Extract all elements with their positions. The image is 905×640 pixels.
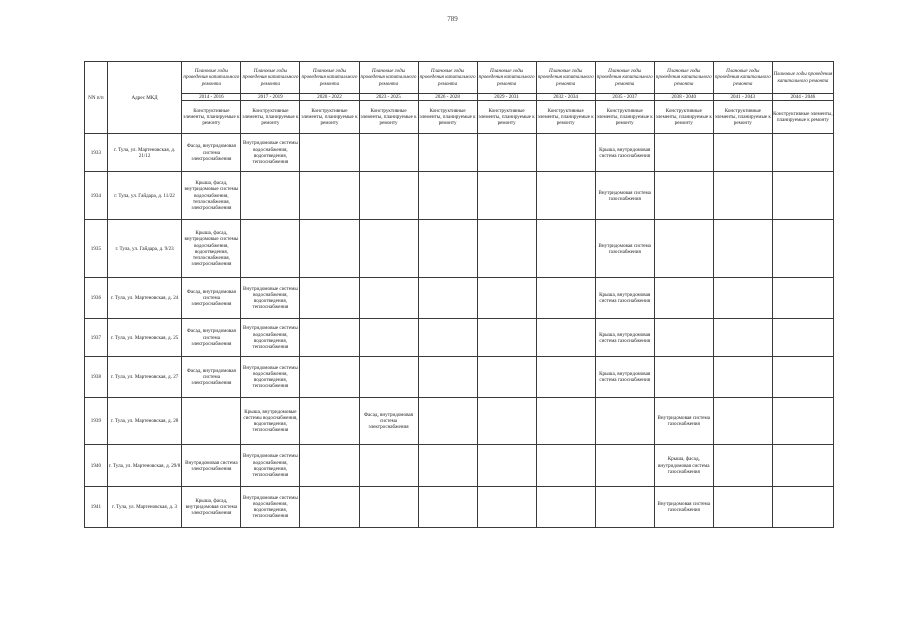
- header-address: Адрес МКД: [107, 62, 182, 134]
- header-period: Плановые годы проведения капитального ремонта: [654, 62, 713, 94]
- repair-elements-cell: Фасад, внутридомовая система электроснабжения: [182, 278, 241, 319]
- repair-elements-cell: [772, 357, 833, 398]
- repair-elements-cell: Внутридомовые системы водоснабжения, водоотведения, теплоснабжения: [241, 357, 300, 398]
- repair-elements-cell: [359, 172, 418, 220]
- table-row: [85, 487, 834, 528]
- repair-elements-cell: [300, 319, 359, 357]
- repair-elements-cell: Внутридомовые системы водоснабжения, водоотведения, теплоснабжения: [241, 319, 300, 357]
- repair-elements-cell: [300, 398, 359, 445]
- row-number: 1934: [85, 172, 108, 220]
- repair-elements-cell: Крыша, фасад, внутридомовые системы водоснабжения, водоотведения, теплоснабжения, электроснабжения: [182, 220, 241, 278]
- row-address: г. Тула, ул. Мартеновская, д. 28: [107, 398, 182, 445]
- table-row: [85, 445, 834, 487]
- repair-elements-cell: [654, 357, 713, 398]
- repair-elements-cell: [536, 487, 595, 528]
- elements-header: Конструктивные элементы, планируемые к ремонту: [182, 101, 241, 134]
- header-number: NN п/п: [85, 62, 108, 134]
- repair-elements-cell: [418, 487, 477, 528]
- repair-elements-cell: [654, 172, 713, 220]
- repair-elements-cell: Внутридомовые системы водоснабжения, водоотведения, теплоснабжения: [241, 134, 300, 172]
- repair-elements-cell: [359, 357, 418, 398]
- row-number: 1939: [85, 398, 108, 445]
- repair-elements-cell: [477, 357, 536, 398]
- header-period: Плановые годы проведения капитального ремонта: [595, 62, 654, 94]
- row-address: г. Тула, ул. Мартеновская, д. 24: [107, 278, 182, 319]
- table-row: [85, 319, 834, 357]
- repair-elements-cell: [300, 278, 359, 319]
- repair-elements-cell: [300, 445, 359, 487]
- repair-elements-cell: [418, 445, 477, 487]
- row-address: г. Тула, ул. Гайдара, д. 11/22: [107, 172, 182, 220]
- repair-elements-cell: [477, 134, 536, 172]
- row-number: 1937: [85, 319, 108, 357]
- repair-elements-cell: [359, 319, 418, 357]
- header-period: Плановые годы проведения капитального ремонта: [418, 62, 477, 94]
- repair-elements-cell: [772, 220, 833, 278]
- repair-elements-cell: Внутридомовые системы водоснабжения, водоотведения, теплоснабжения: [241, 278, 300, 319]
- repair-elements-cell: [477, 172, 536, 220]
- repair-elements-cell: [536, 445, 595, 487]
- header-row-elements: [85, 101, 834, 134]
- repair-elements-cell: [359, 278, 418, 319]
- repair-elements-cell: [536, 220, 595, 278]
- row-address: г. Тула, ул. Мартеновская, д. 29/8: [107, 445, 182, 487]
- repair-elements-cell: [772, 134, 833, 172]
- repair-elements-cell: Крыша, внутридомовая система газоснабжения: [595, 319, 654, 357]
- elements-header: Конструктивные элементы, планируемые к ремонту: [595, 101, 654, 134]
- period-label: 2020 - 2022: [300, 94, 359, 101]
- repair-elements-cell: Фасад, внутридомовая система электроснабжения: [359, 398, 418, 445]
- repair-elements-cell: [300, 487, 359, 528]
- elements-header: Конструктивные элементы, планируемые к ремонту: [300, 101, 359, 134]
- repair-elements-cell: [418, 134, 477, 172]
- repair-elements-cell: [359, 220, 418, 278]
- row-address: г. Тула, ул. Мартеновская, д. 25: [107, 319, 182, 357]
- header-period: Плановые годы проведения капитального ремонта: [300, 62, 359, 94]
- repair-elements-cell: [713, 172, 772, 220]
- repair-elements-cell: [595, 487, 654, 528]
- elements-header: Конструктивные элементы, планируемые к ремонту: [477, 101, 536, 134]
- row-number: 1940: [85, 445, 108, 487]
- repair-elements-cell: [241, 172, 300, 220]
- capital-repair-table: [84, 61, 834, 528]
- period-label: 2014 - 2016: [182, 94, 241, 101]
- repair-elements-cell: [536, 357, 595, 398]
- table-row: [85, 398, 834, 445]
- table-row: [85, 357, 834, 398]
- elements-header: Конструктивные элементы, планируемые к ремонту: [418, 101, 477, 134]
- repair-elements-cell: [654, 134, 713, 172]
- repair-elements-cell: [477, 319, 536, 357]
- repair-elements-cell: [713, 445, 772, 487]
- repair-elements-cell: Крыша, внутридомовые системы водоснабжения, водоотведения, теплоснабжения: [241, 398, 300, 445]
- repair-elements-cell: [182, 398, 241, 445]
- repair-elements-cell: [536, 278, 595, 319]
- repair-elements-cell: [595, 445, 654, 487]
- repair-elements-cell: [595, 398, 654, 445]
- elements-header: Конструктивные элементы, планируемые к ремонту: [241, 101, 300, 134]
- repair-elements-cell: [477, 220, 536, 278]
- period-label: 2029 - 2031: [477, 94, 536, 101]
- repair-elements-cell: [654, 220, 713, 278]
- row-number: 1936: [85, 278, 108, 319]
- repair-elements-cell: [713, 220, 772, 278]
- repair-elements-cell: Внутридомовая система газоснабжения: [654, 398, 713, 445]
- header-period: Плановые годы проведения капитального ремонта: [536, 62, 595, 94]
- repair-elements-cell: Внутридомовая система электроснабжения: [182, 445, 241, 487]
- repair-elements-cell: Крыша, внутридомовая система газоснабжения: [595, 278, 654, 319]
- table-row: [85, 172, 834, 220]
- repair-elements-cell: [713, 134, 772, 172]
- repair-elements-cell: [300, 134, 359, 172]
- repair-elements-cell: [713, 398, 772, 445]
- row-address: г. Тула, ул. Мартеновская, д. 27: [107, 357, 182, 398]
- repair-elements-cell: [654, 319, 713, 357]
- repair-elements-cell: Фасад, внутридомовая система электроснабжения: [182, 134, 241, 172]
- repair-elements-cell: [418, 398, 477, 445]
- repair-elements-cell: [654, 278, 713, 319]
- period-label: 2038 - 2040: [654, 94, 713, 101]
- repair-elements-cell: [713, 487, 772, 528]
- repair-elements-cell: Фасад, внутридомовая система электроснабжения: [182, 319, 241, 357]
- header-row-years: [85, 62, 834, 94]
- repair-elements-cell: Крыша, фасад, внутридомовая система электроснабжения: [182, 487, 241, 528]
- repair-elements-cell: Внутридомовая система газоснабжения: [595, 220, 654, 278]
- repair-elements-cell: Крыша, внутридомовая система газоснабжения: [595, 134, 654, 172]
- repair-elements-cell: [772, 278, 833, 319]
- repair-elements-cell: Внутридомовые системы водоснабжения, водоотведения, теплоснабжения: [241, 487, 300, 528]
- elements-header: Конструктивные элементы, планируемые к ремонту: [772, 101, 833, 134]
- elements-header: Конструктивные элементы, планируемые к ремонту: [359, 101, 418, 134]
- row-number: 1933: [85, 134, 108, 172]
- repair-elements-cell: [359, 134, 418, 172]
- repair-elements-cell: [477, 278, 536, 319]
- period-label: 2044 - 2046: [772, 94, 833, 101]
- period-label: 2032 - 2034: [536, 94, 595, 101]
- repair-elements-cell: [300, 172, 359, 220]
- header-period: Плановые годы проведения капитального ремонта: [182, 62, 241, 94]
- repair-elements-cell: Внутридомовая система газоснабжения: [595, 172, 654, 220]
- repair-elements-cell: [300, 220, 359, 278]
- row-number: 1938: [85, 357, 108, 398]
- repair-elements-cell: [418, 319, 477, 357]
- period-label: 2041 - 2043: [713, 94, 772, 101]
- repair-elements-cell: [536, 319, 595, 357]
- elements-header: Конструктивные элементы, планируемые к ремонту: [536, 101, 595, 134]
- page-number: 789: [447, 15, 458, 23]
- period-label: 2026 - 2028: [418, 94, 477, 101]
- repair-elements-cell: [536, 398, 595, 445]
- repair-elements-cell: [477, 398, 536, 445]
- table-body: [85, 134, 834, 528]
- repair-elements-cell: [772, 172, 833, 220]
- repair-elements-cell: [477, 445, 536, 487]
- repair-elements-cell: [241, 220, 300, 278]
- period-label: 2023 - 2025: [359, 94, 418, 101]
- row-address: г. Тула, ул. Мартеновская, д. 21/12: [107, 134, 182, 172]
- repair-elements-cell: [418, 278, 477, 319]
- repair-elements-cell: [713, 278, 772, 319]
- header-period: Плановые годы проведения капитального ремонта: [477, 62, 536, 94]
- repair-elements-cell: [300, 357, 359, 398]
- repair-elements-cell: Крыша, фасад, внутридомовые системы водоснабжения, теплоснабжения, электроснабжения: [182, 172, 241, 220]
- repair-elements-cell: [772, 398, 833, 445]
- row-address: г. Тула, ул. Гайдара, д. 9/23: [107, 220, 182, 278]
- repair-elements-cell: [536, 172, 595, 220]
- elements-header: Конструктивные элементы, планируемые к ремонту: [713, 101, 772, 134]
- repair-elements-cell: [418, 172, 477, 220]
- header-period: Плановые годы проведения капитального ремонта: [359, 62, 418, 94]
- table-row: [85, 134, 834, 172]
- repair-elements-cell: Фасад, внутридомовая система электроснабжения: [182, 357, 241, 398]
- repair-elements-cell: [772, 487, 833, 528]
- repair-elements-cell: [477, 487, 536, 528]
- header-period: Плановые годы проведения капитального ремонта: [772, 62, 833, 94]
- repair-elements-cell: Крыша, фасад, внутридомовая система газоснабжения: [654, 445, 713, 487]
- repair-elements-cell: [359, 445, 418, 487]
- header-row-periods: [85, 94, 834, 101]
- header-period: Плановые годы проведения капитального ремонта: [713, 62, 772, 94]
- repair-elements-cell: [772, 319, 833, 357]
- repair-elements-cell: Крыша, внутридомовая система газоснабжения: [595, 357, 654, 398]
- repair-elements-cell: Внутридомовые системы водоснабжения, водоотведения, теплоснабжения: [241, 445, 300, 487]
- repair-elements-cell: [536, 134, 595, 172]
- repair-elements-cell: [713, 319, 772, 357]
- period-label: 2035 - 2037: [595, 94, 654, 101]
- row-number: 1941: [85, 487, 108, 528]
- row-number: 1935: [85, 220, 108, 278]
- row-address: г. Тула, ул. Мартеновская, д. 3: [107, 487, 182, 528]
- elements-header: Конструктивные элементы, планируемые к ремонту: [654, 101, 713, 134]
- header-period: Плановые годы проведения капитального ремонта: [241, 62, 300, 94]
- period-label: 2017 - 2019: [241, 94, 300, 101]
- repair-elements-cell: [713, 357, 772, 398]
- repair-elements-cell: [418, 220, 477, 278]
- table-row: [85, 278, 834, 319]
- repair-elements-cell: [772, 445, 833, 487]
- repair-elements-cell: [359, 487, 418, 528]
- table-row: [85, 220, 834, 278]
- repair-elements-cell: [418, 357, 477, 398]
- repair-elements-cell: Внутридомовая система газоснабжения: [654, 487, 713, 528]
